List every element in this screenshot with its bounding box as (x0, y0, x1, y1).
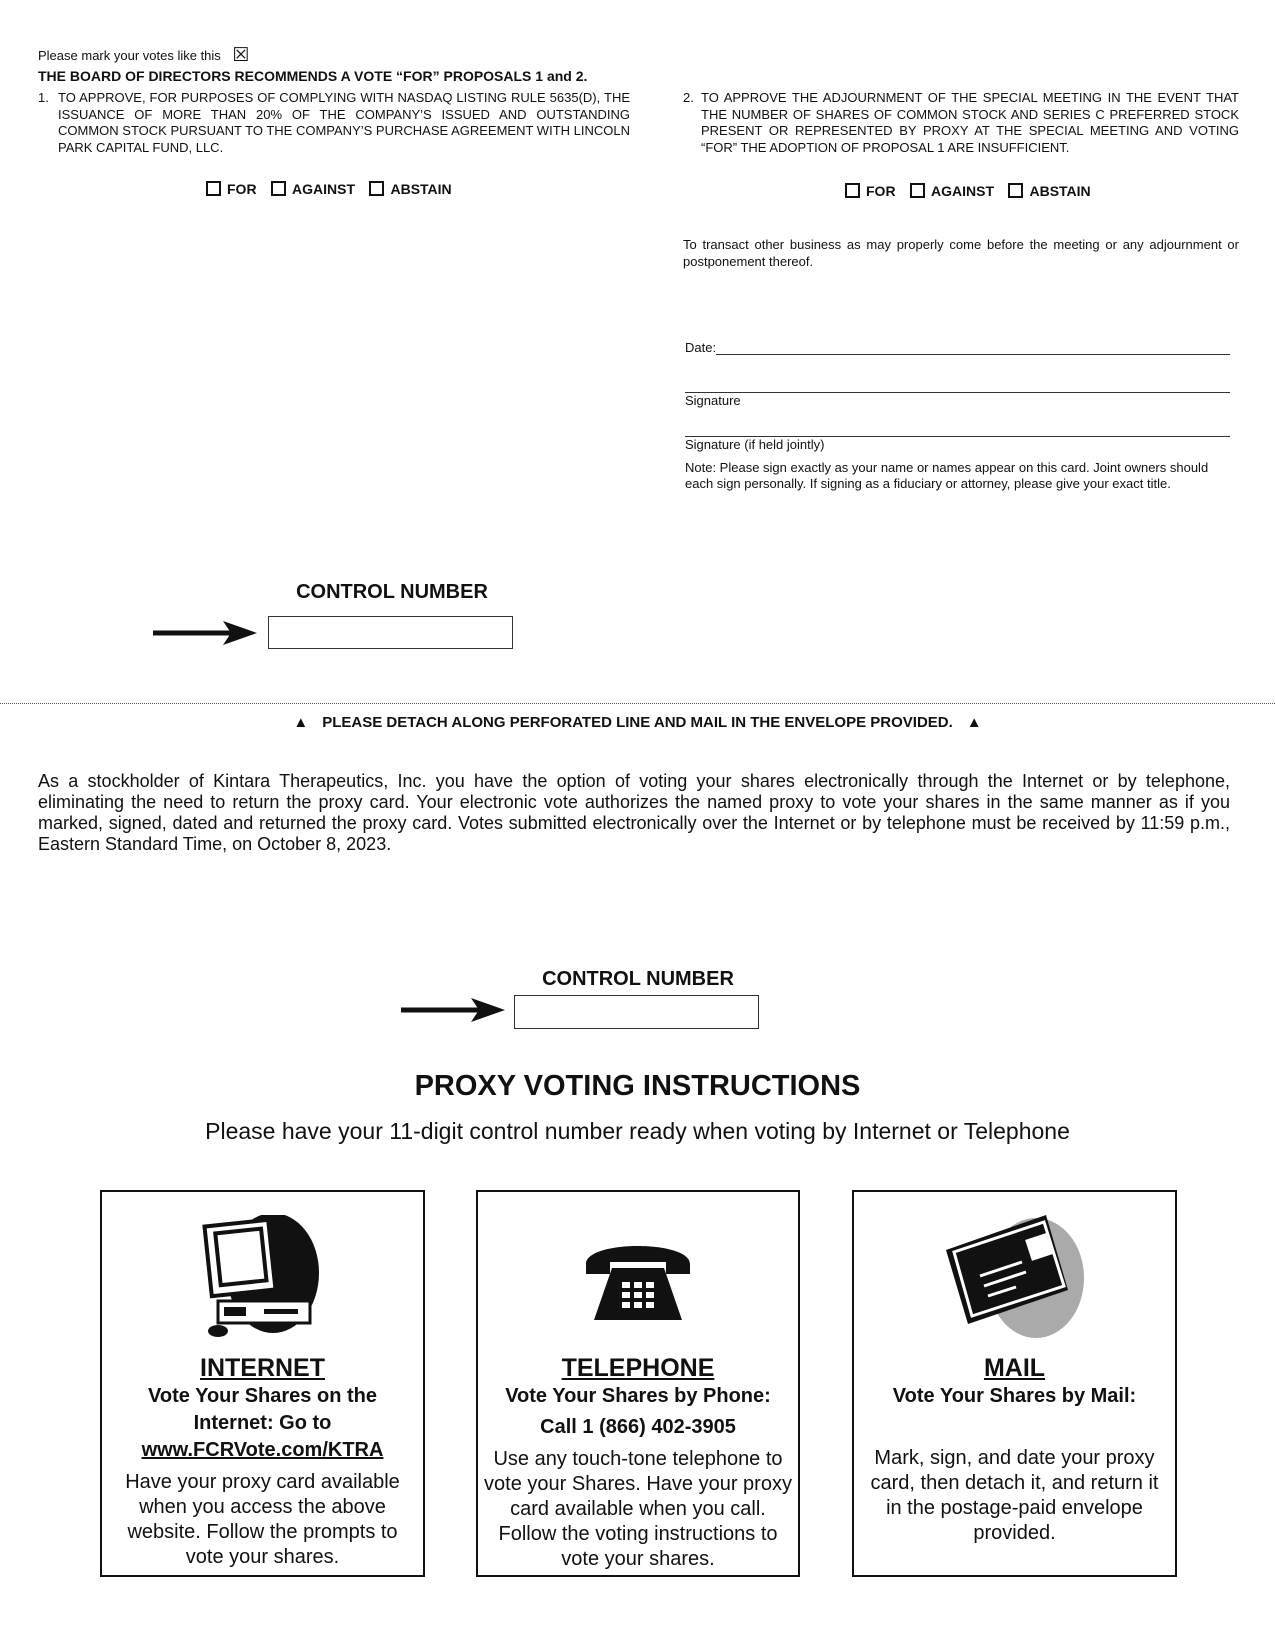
joint-signature-line[interactable] (685, 418, 1230, 437)
mark-instruction: Please mark your votes like this ☒ (38, 45, 250, 66)
control-number-box-lower[interactable] (514, 995, 759, 1029)
telephone-number[interactable]: Call 1 (866) 402-3905 (540, 1416, 736, 1438)
proposal-2-for-checkbox[interactable] (845, 183, 860, 198)
proposal-1: 1. TO APPROVE, FOR PURPOSES OF COMPLYING WITH NASDAQ LISTING RULE 5635(D), THE ISSUANCE OF MORE THAN 20% OF THE COMPANY’S ISSUED AND OUTSTANDING COMMON STOCK PURSUANT TO THE COMPANY’S PURCHASE AGREEMENT WITH LINCOLN PARK CAPITAL FUND, LLC. (38, 90, 630, 155)
mail-envelope-icon (936, 1210, 1091, 1340)
signature-line[interactable] (685, 374, 1230, 393)
perforation-line (0, 703, 1275, 704)
other-business-text: To transact other business as may properly come before the meeting or any adjournment or postponement thereof. (683, 237, 1239, 269)
proposal-2-against-checkbox[interactable] (910, 183, 925, 198)
proposal-1-vote-options: FOR AGAINST ABSTAIN (206, 181, 462, 199)
proposal-2: 2. TO APPROVE THE ADJOURNMENT OF THE SPECIAL MEETING IN THE EVENT THAT THE NUMBER OF SHARES OF COMMON STOCK AND SERIES C PREFERRED STOCK PRESENT OR REPRESENTED BY PROXY AT THE SPECIAL MEETING AND VOTING “FOR” THE ADOPTION OF PROPOSAL 1 ARE INSUFFICIENT. (683, 90, 1239, 155)
proposal-2-abstain-checkbox[interactable] (1008, 183, 1023, 198)
control-number-box[interactable] (268, 616, 513, 649)
board-recommendation: THE BOARD OF DIRECTORS RECOMMENDS A VOTE “FOR” PROPOSALS 1 and 2. (38, 68, 588, 84)
control-number-label: CONTROL NUMBER (296, 581, 488, 603)
computer-icon (200, 1215, 325, 1340)
telephone-icon (582, 1234, 694, 1324)
proposal-1-against-checkbox[interactable] (271, 181, 286, 196)
internet-voting-box: INTERNET Vote Your Shares on the Internet: Go to www.FCRVote.com/KTRA Have your proxy card available when you access the above website. Follow the prompts to vote your shares. (100, 1190, 425, 1577)
mail-voting-box: MAIL Vote Your Shares by Mail: Mark, sign, and date your proxy card, then detach it, and return it in the postage-paid envelope provided. (852, 1190, 1177, 1577)
date-field[interactable]: Date: (685, 336, 1230, 355)
proposal-1-for-checkbox[interactable] (206, 181, 221, 196)
signing-note: Note: Please sign exactly as your name or names appear on this card. Joint owners should each sign personally. If signing as a fiduciary or attorney, please give your exact title. (685, 460, 1209, 491)
mark-example-icon: ☒ (232, 45, 250, 66)
telephone-voting-box: TELEPHONE Vote Your Shares by Phone: Call 1 (866) 402-3905 Use any touch-tone telephone to vote your Shares. Have your proxy card available when you call. Follow the voting instructions to vote your shares. (476, 1190, 800, 1577)
internet-voting-link[interactable]: www.FCRVote.com/KTRA (141, 1439, 384, 1461)
arrow-right-icon (401, 997, 506, 1023)
control-number-label-lower: CONTROL NUMBER (542, 968, 734, 990)
detach-instruction: ▲ PLEASE DETACH ALONG PERFORATED LINE AND MAIL IN THE ENVELOPE PROVIDED. ▲ (293, 714, 982, 731)
proposal-2-vote-options: FOR AGAINST ABSTAIN (845, 183, 1101, 201)
date-line[interactable] (716, 336, 1230, 355)
instructions-title: PROXY VOTING INSTRUCTIONS (414, 1070, 861, 1102)
arrow-right-icon (153, 620, 258, 646)
proposal-1-abstain-checkbox[interactable] (369, 181, 384, 196)
instructions-subtitle: Please have your 11-digit control number ready when voting by Internet or Telephone (205, 1118, 1070, 1144)
up-arrow-icon: ▲ (966, 714, 982, 731)
up-arrow-icon: ▲ (293, 714, 309, 731)
electronic-voting-paragraph: As a stockholder of Kintara Therapeutics, Inc. you have the option of voting your shares electronically through the Internet or by telephone, eliminating the need to return the proxy card. Your electronic vote authorizes the named proxy to vote your shares in the same manner as if you marked, signed, dated and returned the proxy card. Votes submitted electronically over the Internet or by telephone must be received by 11:59 p.m., Eastern Standard Time, on October 8, 2023. (38, 771, 1230, 854)
joint-signature-label: Signature (if held jointly) (685, 437, 825, 452)
signature-label: Signature (685, 393, 741, 408)
